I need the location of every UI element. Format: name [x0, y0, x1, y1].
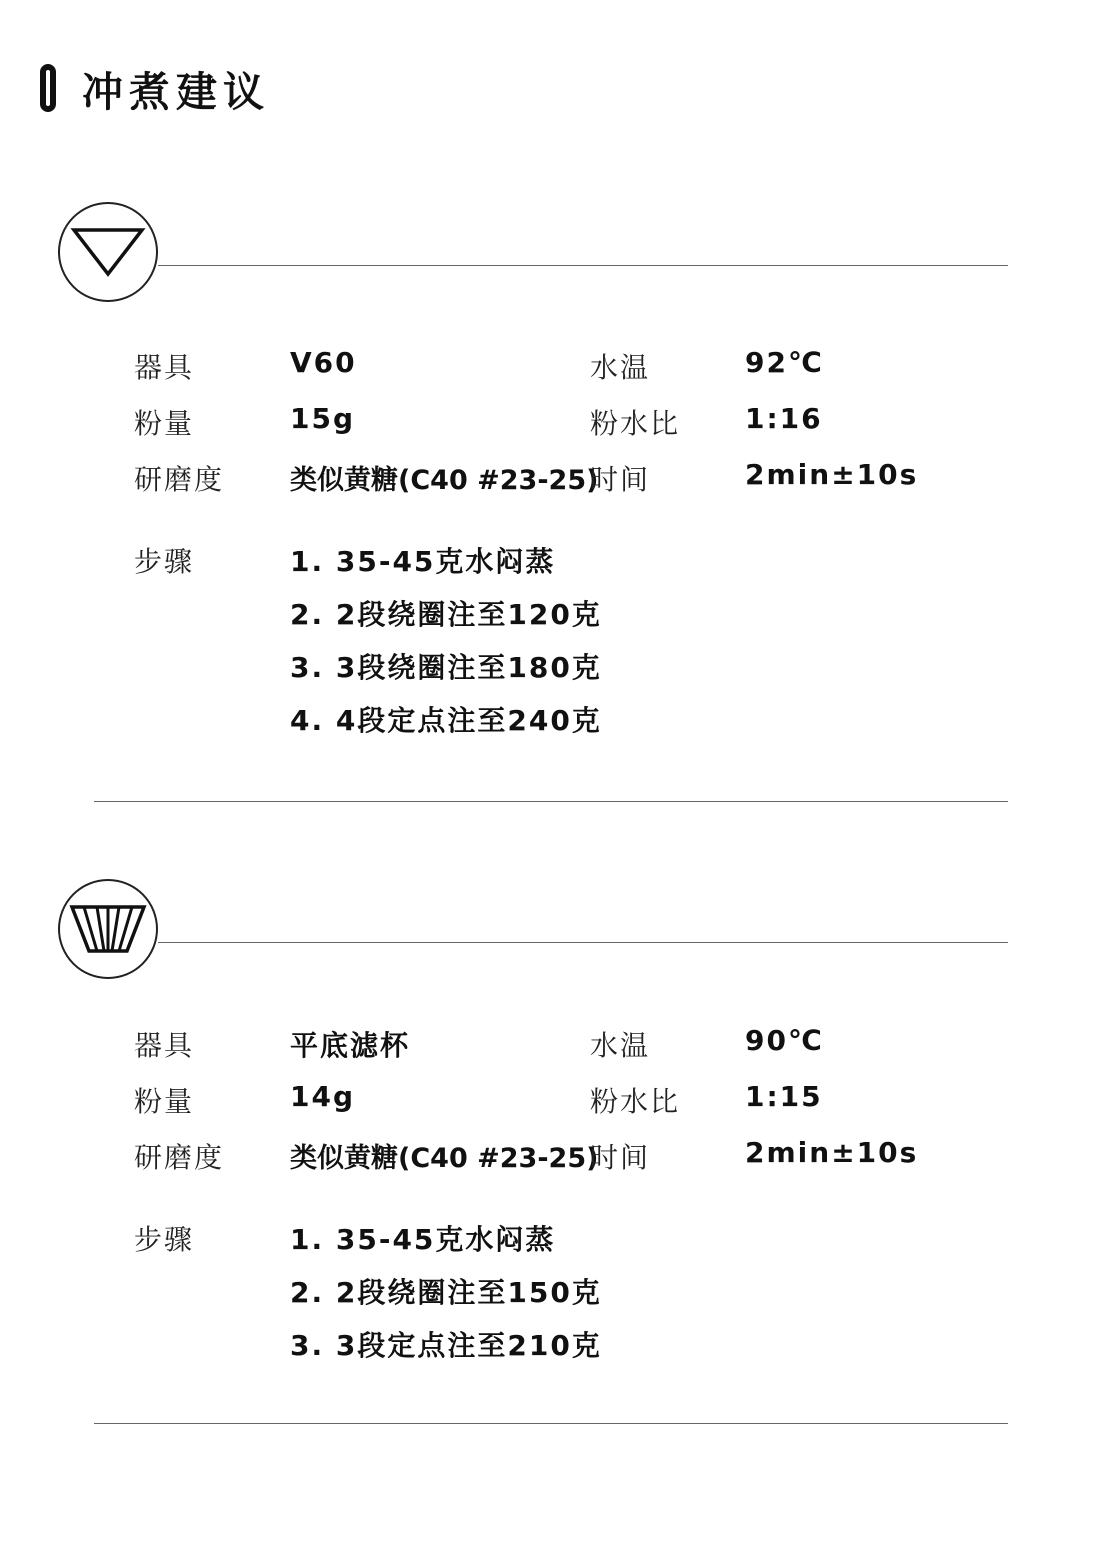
water-temp-label: 水温	[590, 1029, 651, 1062]
step-item: 1. 35-45克水闷蒸	[290, 1223, 556, 1256]
time-value: 2min±10s	[745, 1136, 919, 1169]
section-divider	[94, 1423, 1008, 1424]
step-item: 2. 2段绕圈注至120克	[290, 598, 602, 631]
steps-label: 步骤	[134, 1223, 195, 1256]
water-temp-value: 92℃	[745, 346, 824, 379]
step-item: 3. 3段定点注至210克	[290, 1329, 602, 1362]
step-item: 1. 35-45克水闷蒸	[290, 545, 556, 578]
ratio-label: 粉水比	[590, 1085, 681, 1118]
ratio-label: 粉水比	[590, 407, 681, 440]
water-temp-label: 水温	[590, 351, 651, 384]
section-rule	[158, 265, 1008, 266]
step-item: 3. 3段绕圈注至180克	[290, 651, 602, 684]
steps-label: 步骤	[134, 545, 195, 578]
water-temp-value: 90℃	[745, 1024, 824, 1057]
grind-label: 研磨度	[134, 1141, 225, 1174]
page-header	[40, 58, 270, 118]
flat-bottom-dripper-icon	[58, 879, 158, 979]
section-rule	[158, 942, 1008, 943]
grind-label: 研磨度	[134, 463, 225, 496]
step-item: 2. 2段绕圈注至150克	[290, 1276, 602, 1309]
equipment-value: V60	[290, 346, 357, 379]
dose-label: 粉量	[134, 1085, 195, 1118]
grind-value: 类似黄糖(C40 #23-25)	[290, 465, 599, 496]
step-item: 4. 4段定点注至240克	[290, 704, 602, 737]
equipment-value: 平底滤杯	[290, 1029, 411, 1062]
time-value: 2min±10s	[745, 458, 919, 491]
grind-value: 类似黄糖(C40 #23-25)	[290, 1143, 599, 1174]
time-label: 时间	[590, 1141, 651, 1174]
v60-dripper-icon	[58, 202, 158, 302]
dose-value: 15g	[290, 402, 356, 435]
dose-label: 粉量	[134, 407, 195, 440]
section-number	[40, 64, 56, 112]
page-title: 冲煮建议	[82, 67, 270, 116]
section-divider	[94, 801, 1008, 802]
time-label: 时间	[590, 463, 651, 496]
ratio-value: 1:15	[745, 1080, 823, 1113]
ratio-value: 1:16	[745, 402, 823, 435]
dose-value: 14g	[290, 1080, 356, 1113]
equipment-label: 器具	[134, 1029, 195, 1062]
equipment-label: 器具	[134, 351, 195, 384]
